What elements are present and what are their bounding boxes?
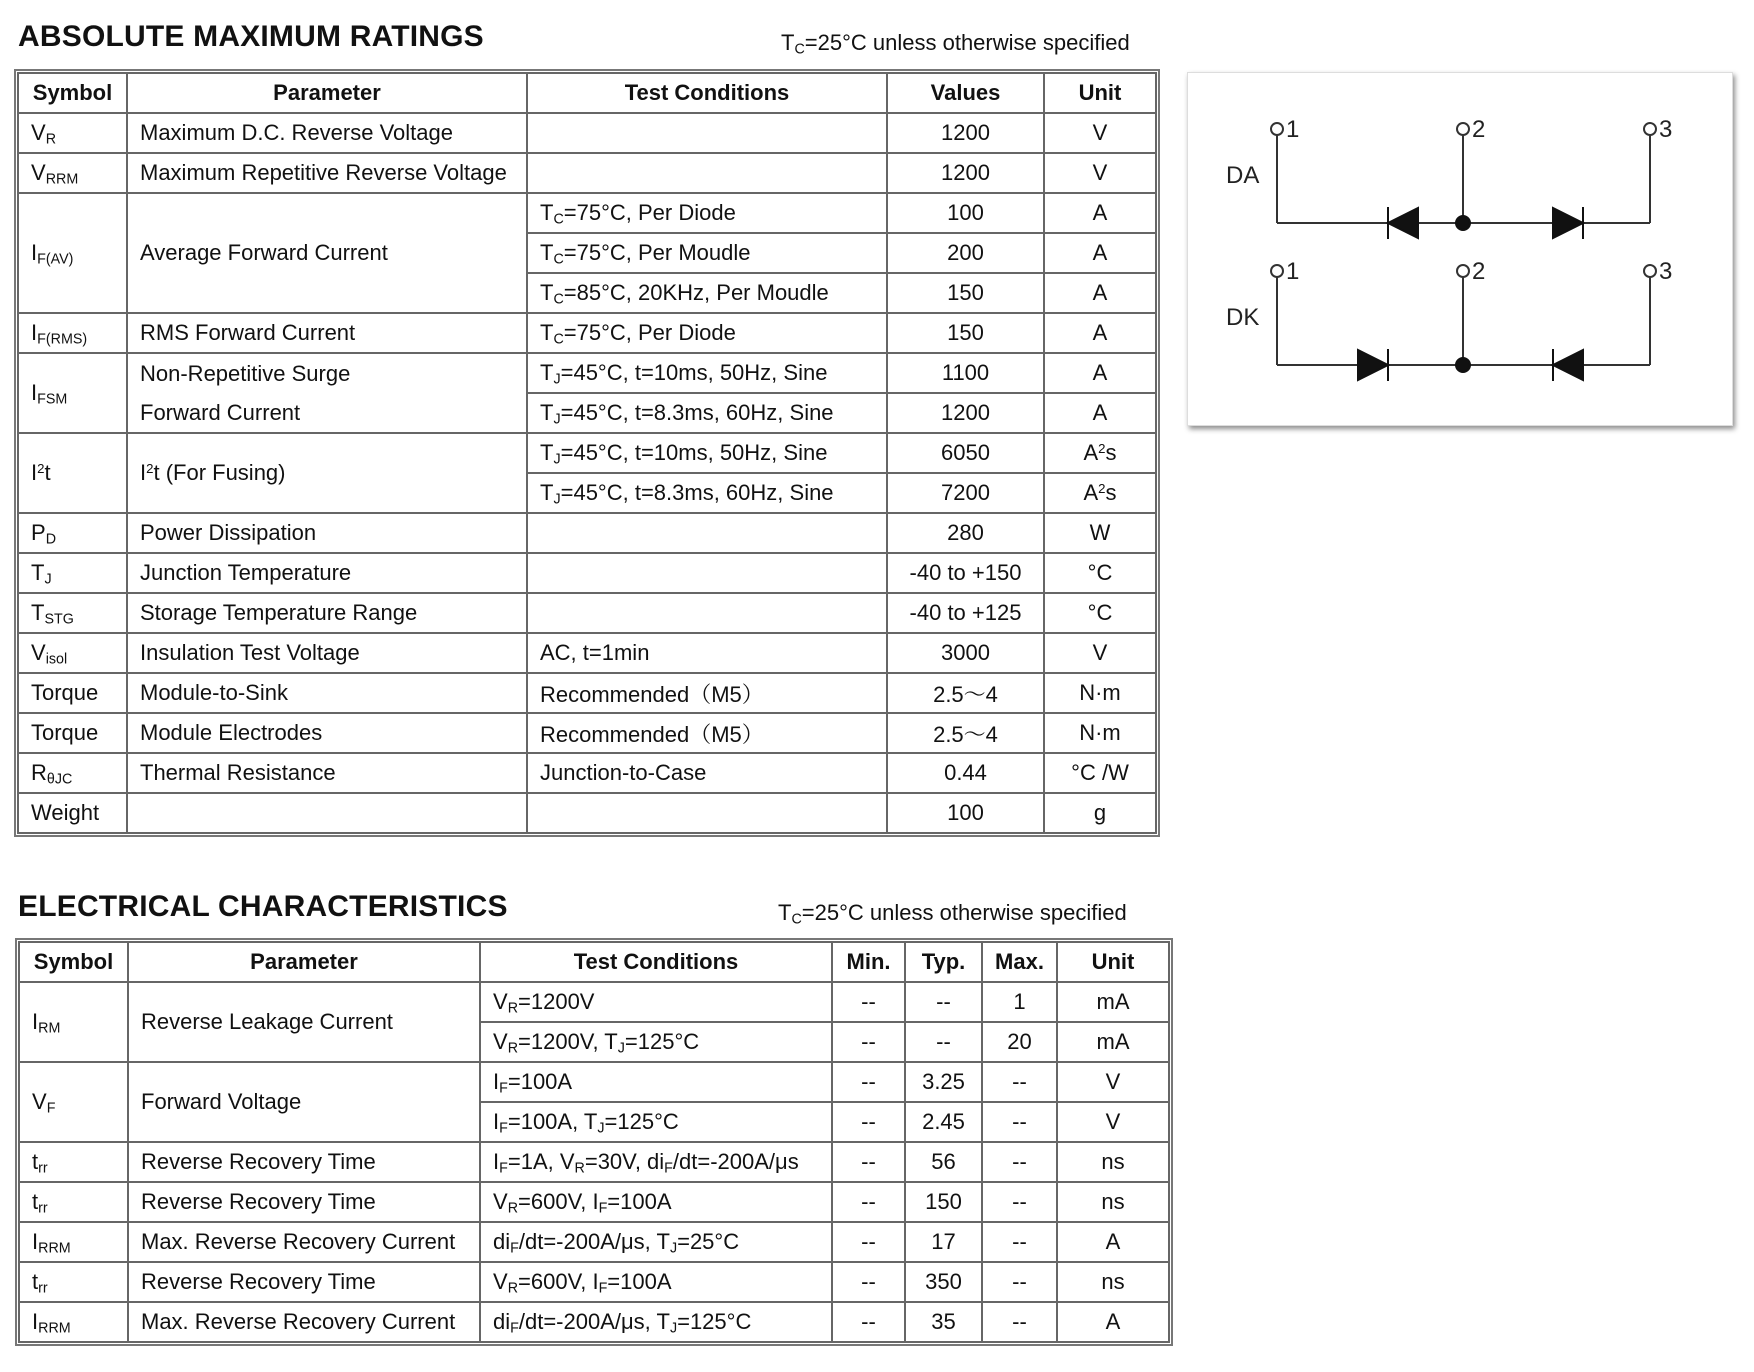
header-symbol: Symbol — [18, 73, 127, 113]
symbol-cell: $I_{RM}$ — [19, 982, 128, 1062]
typ-cell: 2.45 — [905, 1102, 982, 1142]
typ-cell: 35 — [905, 1302, 982, 1342]
parameter-cell: Storage Temperature Range — [127, 593, 527, 633]
max-cell: 20 — [982, 1022, 1057, 1062]
symbol-cell: $I_{F(AV)}$ — [18, 193, 127, 313]
test-cell: $I_F=100A$ — [480, 1062, 832, 1102]
junction-dot — [1456, 358, 1470, 372]
min-cell: -- — [832, 982, 905, 1022]
min-cell: -- — [832, 1222, 905, 1262]
test-cell: $V_R=1200V$, $T_J=125^\circ C$ — [480, 1022, 832, 1062]
test-cell: $T_C=85^\circ C$, 20KHz, Per Moudle — [527, 273, 887, 313]
diode-icon — [1388, 208, 1418, 238]
symbol-cell: $t_{rr}$ — [19, 1142, 128, 1182]
pin-1-label: 1 — [1286, 116, 1300, 143]
value-cell: 280 — [887, 513, 1044, 553]
parameter-cell: Max. Reverse Recovery Current — [128, 1302, 480, 1342]
parameter-cell: Forward Voltage — [128, 1062, 480, 1142]
symbol-cell: Weight — [18, 793, 127, 833]
unit-cell: A — [1057, 1222, 1169, 1262]
test-cell: $T_C=75^\circ C$, Per Diode — [527, 313, 887, 353]
min-cell: -- — [832, 1142, 905, 1182]
test-cell — [527, 513, 887, 553]
unit-cell: g — [1044, 793, 1156, 833]
diode-icon — [1553, 350, 1583, 380]
unit-cell: V — [1044, 153, 1156, 193]
ec-table — [18, 941, 1170, 1343]
unit-cell: A — [1057, 1302, 1169, 1342]
terminal-circle — [1644, 265, 1656, 277]
unit-cell: °C — [1044, 553, 1156, 593]
max-cell: -- — [982, 1182, 1057, 1222]
parameter-cell: Maximum Repetitive Reverse Voltage — [127, 153, 527, 193]
min-cell: -- — [832, 1022, 905, 1062]
symbol-cell: $I_{FSM}$ — [18, 353, 127, 433]
unit-cell: N·m — [1044, 713, 1156, 753]
junction-dot — [1456, 216, 1470, 230]
pin-2-label: 2 — [1472, 258, 1486, 285]
header-test-conditions: Test Conditions — [527, 73, 887, 113]
unit-cell: V — [1057, 1062, 1169, 1102]
unit-cell: W — [1044, 513, 1156, 553]
ec-title: ELECTRICAL CHARACTERISTICS — [18, 890, 508, 923]
parameter-cell: Reverse Recovery Time — [128, 1262, 480, 1302]
unit-cell: ns — [1057, 1262, 1169, 1302]
parameter-cell: Maximum D.C. Reverse Voltage — [127, 113, 527, 153]
min-cell: -- — [832, 1262, 905, 1302]
symbol-cell: $V_{isol}$ — [18, 633, 127, 673]
test-cell — [527, 793, 887, 833]
table-row — [19, 1062, 1169, 1102]
value-cell: 100 — [887, 193, 1044, 233]
value-cell: -40 to +150 — [887, 553, 1044, 593]
table-row — [18, 393, 1156, 433]
terminal-circle — [1644, 123, 1656, 135]
symbol-cell: $I_{F(RMS)}$ — [18, 313, 127, 353]
test-cell: $T_J=45^\circ C$, t=10ms, 50Hz, Sine — [527, 353, 887, 393]
dk-label: DK — [1226, 304, 1260, 331]
parameter-cell: Thermal Resistance — [127, 753, 527, 793]
table-row — [18, 753, 1156, 793]
min-cell: -- — [832, 1302, 905, 1342]
table-row — [18, 113, 1156, 153]
unit-cell: °C — [1044, 593, 1156, 633]
min-cell: -- — [832, 1062, 905, 1102]
max-cell: -- — [982, 1262, 1057, 1302]
unit-cell: mA — [1057, 982, 1169, 1022]
test-cell: $di_F/dt=-200A/\mu s$, $T_J=125^\circ C$ — [480, 1302, 832, 1342]
header-unit: Unit — [1057, 942, 1169, 982]
table-row — [18, 433, 1156, 473]
max-cell: 1 — [982, 982, 1057, 1022]
table-row — [19, 982, 1169, 1022]
amr-title: ABSOLUTE MAXIMUM RATINGS — [18, 20, 484, 53]
test-cell: Junction-to-Case — [527, 753, 887, 793]
pin-3-label: 3 — [1659, 258, 1673, 285]
value-cell: 3000 — [887, 633, 1044, 673]
table-row — [18, 313, 1156, 353]
symbol-cell: $T_J$ — [18, 553, 127, 593]
table-row — [18, 193, 1156, 233]
table-row — [18, 593, 1156, 633]
unit-cell: V — [1057, 1102, 1169, 1142]
header-parameter: Parameter — [128, 942, 480, 982]
value-cell: 2.5～4 — [887, 673, 1044, 713]
test-cell — [527, 153, 887, 193]
symbol-cell: $T_{STG}$ — [18, 593, 127, 633]
terminal-circle — [1271, 265, 1283, 277]
test-cell: Recommended（M5） — [527, 713, 887, 753]
header-parameter: Parameter — [127, 73, 527, 113]
table-row — [18, 153, 1156, 193]
symbol-cell: $V_{RRM}$ — [18, 153, 127, 193]
value-cell: 2.5～4 — [887, 713, 1044, 753]
unit-cell: A — [1044, 193, 1156, 233]
value-cell: 1200 — [887, 113, 1044, 153]
circuit-diagram — [1187, 72, 1733, 426]
test-cell — [527, 593, 887, 633]
value-cell: 100 — [887, 793, 1044, 833]
symbol-cell: Torque — [18, 673, 127, 713]
parameter-cell: Reverse Recovery Time — [128, 1182, 480, 1222]
typ-cell: 150 — [905, 1182, 982, 1222]
unit-cell: A — [1044, 233, 1156, 273]
symbol-cell: $I_{RRM}$ — [19, 1302, 128, 1342]
test-cell: $T_C=75^\circ C$, Per Moudle — [527, 233, 887, 273]
parameter-cell: Reverse Leakage Current — [128, 982, 480, 1062]
table-row — [18, 513, 1156, 553]
value-cell: 6050 — [887, 433, 1044, 473]
test-cell: $V_R=600V$, $I_F=100A$ — [480, 1182, 832, 1222]
unit-cell: A — [1044, 353, 1156, 393]
header-test-conditions: Test Conditions — [480, 942, 832, 982]
header-min: Min. — [832, 942, 905, 982]
parameter-cell: RMS Forward Current — [127, 313, 527, 353]
circuit-diagram-svg — [1188, 73, 1732, 425]
parameter-cell: Forward Current — [127, 393, 527, 433]
table-row — [18, 673, 1156, 713]
typ-cell: 56 — [905, 1142, 982, 1182]
symbol-cell: $I_{RRM}$ — [19, 1222, 128, 1262]
header-values: Values — [887, 73, 1044, 113]
unit-cell: V — [1044, 113, 1156, 153]
symbol-cell: Torque — [18, 713, 127, 753]
table-row — [19, 1262, 1169, 1302]
symbol-cell: $V_F$ — [19, 1062, 128, 1142]
test-cell: $T_J=45^\circ C$, t=10ms, 50Hz, Sine — [527, 433, 887, 473]
diode-icon — [1553, 208, 1583, 238]
unit-cell: V — [1044, 633, 1156, 673]
value-cell: 7200 — [887, 473, 1044, 513]
typ-cell: -- — [905, 982, 982, 1022]
parameter-cell: Reverse Recovery Time — [128, 1142, 480, 1182]
parameter-cell: Max. Reverse Recovery Current — [128, 1222, 480, 1262]
symbol-cell: $V_R$ — [18, 113, 127, 153]
test-cell: Recommended（M5） — [527, 673, 887, 713]
parameter-cell: Junction Temperature — [127, 553, 527, 593]
unit-cell: A — [1044, 313, 1156, 353]
max-cell: -- — [982, 1302, 1057, 1342]
da-label: DA — [1226, 162, 1260, 189]
value-cell: 1100 — [887, 353, 1044, 393]
unit-cell: mA — [1057, 1022, 1169, 1062]
amr-condition-note: $T_C=25^\circ C$ unless otherwise specified — [781, 30, 1130, 58]
unit-cell: ns — [1057, 1142, 1169, 1182]
value-cell: -40 to +125 — [887, 593, 1044, 633]
max-cell: -- — [982, 1142, 1057, 1182]
test-cell: $T_J=45^\circ C$, t=8.3ms, 60Hz, Sine — [527, 473, 887, 513]
unit-cell: N·m — [1044, 673, 1156, 713]
test-cell — [527, 553, 887, 593]
table-row — [19, 1182, 1169, 1222]
header-typ: Typ. — [905, 942, 982, 982]
parameter-cell: Average Forward Current — [127, 193, 527, 313]
test-cell: $di_F/dt=-200A/\mu s$, $T_J=25^\circ C$ — [480, 1222, 832, 1262]
symbol-cell: $t_{rr}$ — [19, 1182, 128, 1222]
typ-cell: 17 — [905, 1222, 982, 1262]
table-row — [18, 713, 1156, 753]
table-row — [19, 1302, 1169, 1342]
test-cell: $I_F=100A$, $T_J=125^\circ C$ — [480, 1102, 832, 1142]
pin-1-label: 1 — [1286, 258, 1300, 285]
max-cell: -- — [982, 1062, 1057, 1102]
symbol-cell: $P_D$ — [18, 513, 127, 553]
test-cell: AC, t=1min — [527, 633, 887, 673]
table-row — [18, 793, 1156, 833]
table-header-row — [19, 942, 1169, 982]
table-row — [18, 553, 1156, 593]
amr-table — [17, 72, 1157, 834]
value-cell: 1200 — [887, 393, 1044, 433]
terminal-circle — [1457, 265, 1469, 277]
unit-cell: °C /W — [1044, 753, 1156, 793]
test-cell: $T_C=75^\circ C$, Per Diode — [527, 193, 887, 233]
unit-cell: ns — [1057, 1182, 1169, 1222]
max-cell: -- — [982, 1222, 1057, 1262]
value-cell: 150 — [887, 313, 1044, 353]
parameter-cell: Power Dissipation — [127, 513, 527, 553]
ec-condition-note: $T_C=25^\circ C$ unless otherwise specified — [778, 900, 1127, 928]
terminal-circle — [1457, 123, 1469, 135]
table-header-row — [18, 73, 1156, 113]
symbol-cell: $R_{\theta JC}$ — [18, 753, 127, 793]
table-row — [19, 1142, 1169, 1182]
parameter-cell: Module-to-Sink — [127, 673, 527, 713]
test-cell: $T_J=45^\circ C$, t=8.3ms, 60Hz, Sine — [527, 393, 887, 433]
parameter-cell: Non-Repetitive Surge — [127, 353, 527, 393]
unit-cell: $A^2s$ — [1044, 433, 1156, 473]
min-cell: -- — [832, 1182, 905, 1222]
value-cell: 200 — [887, 233, 1044, 273]
terminal-circle — [1271, 123, 1283, 135]
unit-cell: A — [1044, 393, 1156, 433]
test-cell: $I_F=1A$, $V_R=30V$, $di_F/dt=-200A/\mu s$ — [480, 1142, 832, 1182]
typ-cell: -- — [905, 1022, 982, 1062]
min-cell: -- — [832, 1102, 905, 1142]
pin-2-label: 2 — [1472, 116, 1486, 143]
table-row — [18, 633, 1156, 673]
unit-cell: $A^2s$ — [1044, 473, 1156, 513]
value-cell: 150 — [887, 273, 1044, 313]
value-cell: 0.44 — [887, 753, 1044, 793]
header-symbol: Symbol — [19, 942, 128, 982]
symbol-cell: $I^2t$ — [18, 433, 127, 513]
typ-cell: 3.25 — [905, 1062, 982, 1102]
test-cell — [527, 113, 887, 153]
test-cell: $V_R=1200V$ — [480, 982, 832, 1022]
symbol-cell: $t_{rr}$ — [19, 1262, 128, 1302]
max-cell: -- — [982, 1102, 1057, 1142]
value-cell: 1200 — [887, 153, 1044, 193]
header-unit: Unit — [1044, 73, 1156, 113]
parameter-cell — [127, 793, 527, 833]
typ-cell: 350 — [905, 1262, 982, 1302]
parameter-cell: Module Electrodes — [127, 713, 527, 753]
table-row — [19, 1222, 1169, 1262]
pin-3-label: 3 — [1659, 116, 1673, 143]
diode-icon — [1358, 350, 1388, 380]
unit-cell: A — [1044, 273, 1156, 313]
table-row — [18, 353, 1156, 393]
parameter-cell: $I^2t$ (For Fusing) — [127, 433, 527, 513]
test-cell: $V_R=600V$, $I_F=100A$ — [480, 1262, 832, 1302]
parameter-cell: Insulation Test Voltage — [127, 633, 527, 673]
header-max: Max. — [982, 942, 1057, 982]
